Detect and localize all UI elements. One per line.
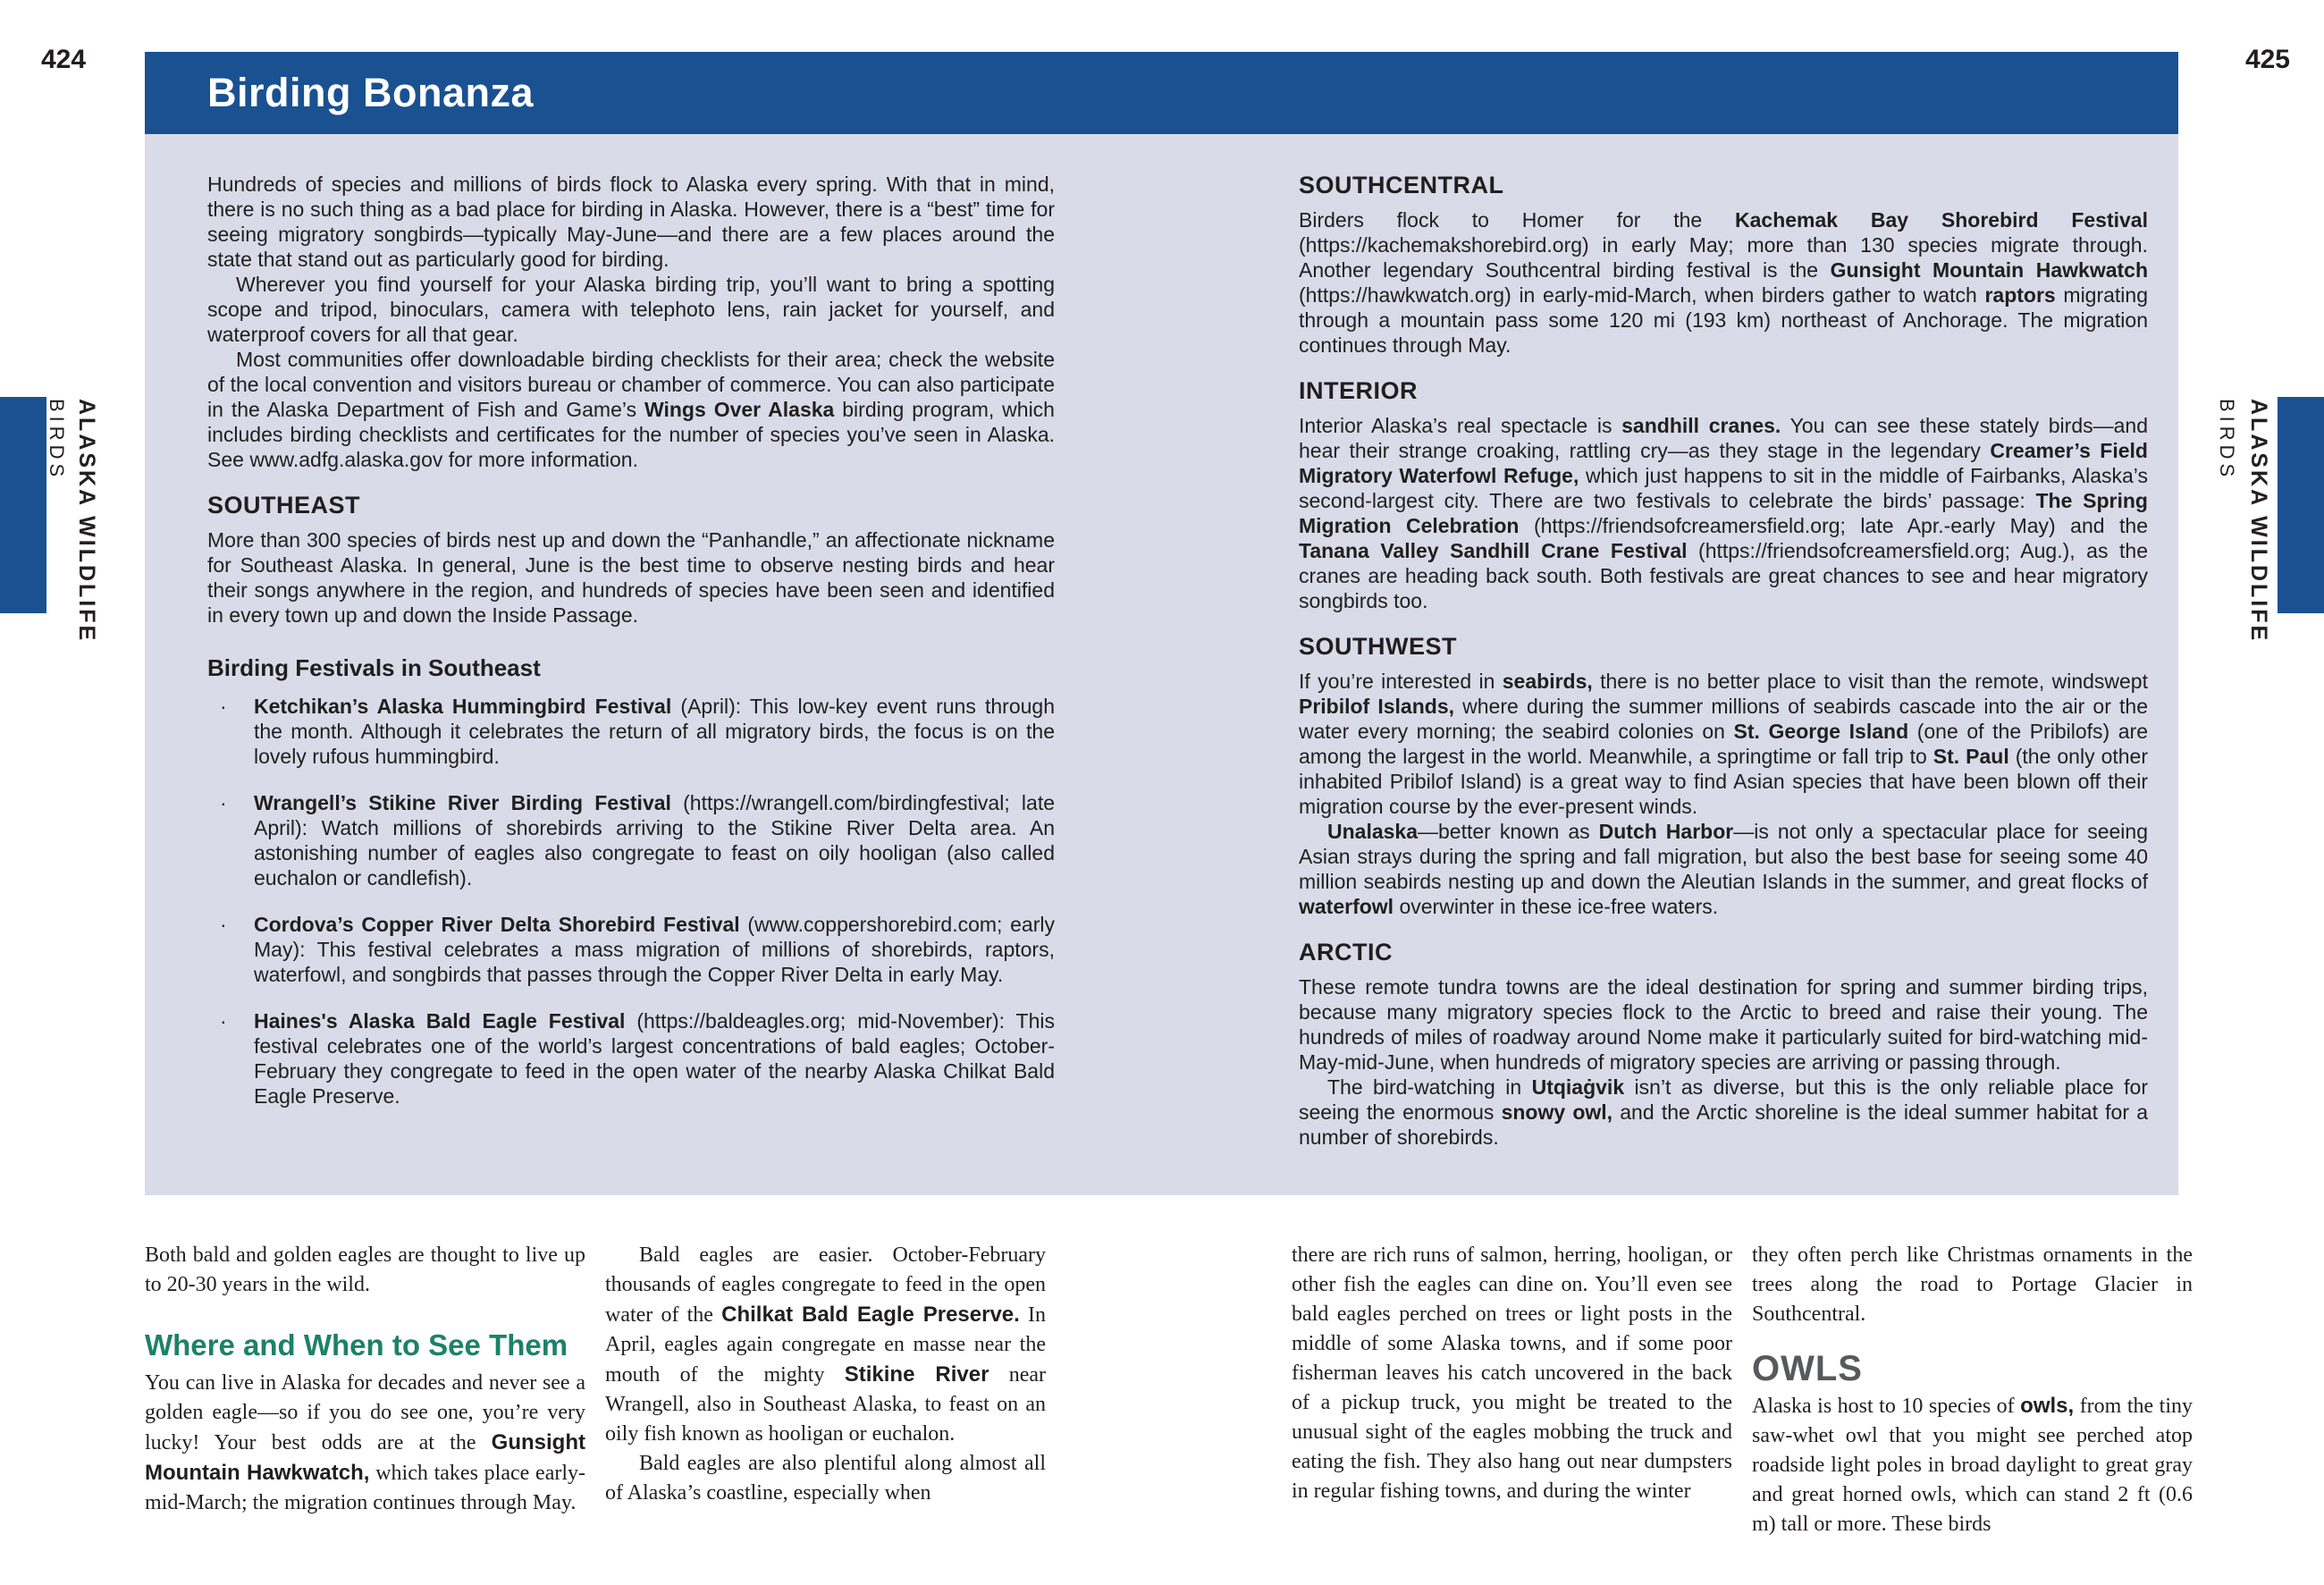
bullet-item [207, 1008, 1055, 1109]
bold-text: The Spring Migration Celebration [1299, 489, 2148, 537]
bullet-item [207, 790, 1055, 890]
bold-text: Kachemak Bay Shorebird Festival [1735, 208, 2148, 232]
text-run: In April, eagles again congregate en masse near the mouth of the mighty [605, 1303, 1046, 1387]
text-run: overwinter in these ice-free waters. [1394, 895, 1719, 918]
text-run: You can live in Alaska for decades and never see a golden eagle—so if you do see one, you’re very lucky! Your best odds are at the [145, 1371, 585, 1454]
bold-text: Ketchikan’s Alaska Hummingbird Festival [254, 695, 672, 718]
left-chapter-label: ALASKA WILDLIFE [74, 399, 99, 644]
text-run: migrating through a mountain pass some 120 mi (193 km) northeast of Anchorage. The migration continues through May. [1299, 283, 2149, 357]
paragraph [605, 1241, 1046, 1449]
page-number-left: 424 [41, 45, 87, 74]
feature-box [145, 134, 2178, 1195]
text-run: Wherever you find yourself for your Alaska birding trip, you’ll want to bring a spotting scope and tripod, binoculars, camera with telephoto lens, rain jacket for yourself, and waterproof covers for all that gear. [207, 273, 1055, 346]
bold-text: Wings Over Alaska [644, 398, 835, 421]
text-run: Both bald and golden eagles are thought to live up to 20-30 years in the wild. [145, 1244, 585, 1296]
bullet-text [254, 912, 1055, 987]
paragraph [1299, 1075, 2148, 1150]
green-heading: Where and When to See Them [145, 1328, 568, 1362]
text-run: birding program, which includes birding checklists and certificates for the number of species you’ve seen in Alaska. See www.adfg.alaska.gov for more information. [207, 398, 1055, 471]
bold-text: Pribilof Islands, [1299, 695, 1455, 718]
section-heading: SOUTHEAST [207, 492, 361, 518]
text-run: (www.coppershorebird.com; early May): This festival celebrates a mass migration of millions of shorebirds, raptors, waterfowl, and songbirds that passes through the Copper River Delta in early May. [254, 913, 1055, 986]
text-run: which just happens to sit in the middle of Fairbanks, Alaska’s second-largest city. There are two festivals to celebrate the birds’ passage: [1299, 464, 2149, 512]
page-number-right: 425 [2244, 45, 2290, 74]
bold-text: sandhill cranes. [1621, 414, 1781, 437]
text-run: (https://friendsofcreamersfield.org; late Apr.-early May) and the [1519, 514, 2148, 537]
paragraph [1752, 1391, 2193, 1539]
left-section-label: BIRDS [46, 399, 68, 482]
bold-text: snowy owl, [1501, 1100, 1613, 1124]
bullet-marker: · [220, 791, 227, 814]
text-run: from the tiny saw-whet owl that you might see perched atop roadside light poles in broad daylight to great gray and great horned owls, which can stand 2 ft (0.6 m) tall or more. These birds [1752, 1395, 2193, 1536]
body-text-column-4 [1752, 1241, 2193, 1539]
bold-text: St. George Island [1733, 720, 1909, 743]
feature-box-title: Birding Bonanza [207, 70, 534, 115]
text-run: Bald eagles are easier. October-February thousands of eagles congregate to feed in the open water of the [605, 1244, 1046, 1327]
body-text-section [145, 1241, 2193, 1539]
gray-heading: OWLS [1752, 1349, 1863, 1388]
bullet-text [254, 1008, 1055, 1109]
text-run: Hundreds of species and millions of birds flock to Alaska every spring. With that in mind, there is no such thing as a bad place for birding in Alaska. However, there is a “best” time for seeing migratory songbirds—typically May-June—and there are a few places around the state that stand out as particularly good for birding. [207, 173, 1055, 271]
bullet-marker: · [220, 695, 227, 718]
paragraph [1299, 207, 2148, 358]
paragraph [207, 272, 1055, 347]
text-run: there are rich runs of salmon, herring, hooligan, or other fish the eagles can dine on. You’ll even see bald eagles perched on trees or light posts in the middle of some Alaska towns, and if some poor fisherman leaves his catch uncovered in the back of a pickup truck, you might be treated to the unusual sight of the eagles mobbing the truck and eating the fish. They also hang out near dumpsters in regular fishing towns, and during the winter [1292, 1244, 1732, 1503]
bullet-marker: · [220, 1009, 227, 1033]
right-chapter-label: ALASKA WILDLIFE [2246, 399, 2271, 644]
text-run: (https://friendsofcreamersfield.org; Aug.), as the cranes are heading back south. Both festivals are great chances to see and hear migratory songbirds too. [1299, 539, 2148, 612]
text-run: Most communities offer downloadable birding checklists for their area; check the website of the local convention and visitors bureau or chamber of commerce. You can also participate in the Alaska Department of Fish and Game’s [207, 348, 1055, 421]
bullet-text [254, 790, 1055, 890]
paragraph [207, 347, 1055, 472]
text-run: near Wrangell, also in Southeast Alaska, to feast on an oily fish known as hooligan or euchalon. [605, 1363, 1046, 1446]
feature-box-column-left [207, 172, 1055, 1195]
text-run: which takes place early-mid-March; the migration continues through May. [145, 1462, 586, 1514]
text-run: (https://kachemakshorebird.org) in early May; more than 130 species migrate through. Another legendary Southcentral birding festival is the [1299, 233, 2148, 282]
text-run: isn’t as diverse, but this is the only reliable place for seeing the enormous [1299, 1075, 2148, 1124]
bold-text: raptors [1984, 283, 2056, 307]
bold-text: owls, [2020, 1394, 2075, 1418]
bold-text: Gunsight Mountain Hawkwatch [1830, 258, 2149, 282]
paragraph [605, 1449, 1046, 1508]
feature-box-header [145, 52, 2178, 134]
text-run: they often perch like Christmas ornaments in the trees along the road to Portage Glacier in Southcentral. [1752, 1244, 2193, 1326]
text-run: You can see these stately birds—and hear their strange croaking, rattling cry—as they stage in the legendary [1299, 414, 2148, 462]
text-run: there is no better place to visit than the remote, windswept [1592, 670, 2148, 693]
text-run: —better known as [1418, 820, 1599, 843]
text-run: (one of the Pribilofs) are among the largest in the world. Meanwhile, a springtime or fall trip to [1299, 720, 2149, 768]
left-edge-tab [0, 397, 46, 613]
bold-text: Gunsight Mountain Hawkwatch, [145, 1430, 585, 1485]
text-run: (April): This low-key event runs through the month. Although it celebrates the return of all migratory birds, the focus is on the lovely rufous hummingbird. [254, 695, 1055, 768]
bold-text: St. Paul [1932, 745, 2009, 768]
text-run: (https://hawkwatch.org) in early-mid-March, when birders gather to watch [1299, 283, 1985, 307]
subsection-heading: Birding Festivals in Southeast [207, 654, 541, 681]
text-run: where during the summer millions of seabirds cascade into the air or the water every morning; the seabird colonies on [1299, 695, 2148, 743]
section-heading: SOUTHCENTRAL [1299, 172, 1504, 198]
bold-text: Chilkat Bald Eagle Preserve. [721, 1303, 1020, 1327]
paragraph [207, 172, 1055, 272]
bullet-item [207, 694, 1055, 769]
bold-text: Dutch Harbor [1598, 820, 1734, 843]
text-run: Birders flock to Homer for the [1299, 208, 1736, 232]
bold-text: Stikine River [844, 1362, 989, 1387]
text-run: —is not only a spectacular place for seeing Asian strays during the spring and fall migration, but also the best base for seeing some 40 million seabirds nesting up and down the Aleutian Islands in the summer, and great flocks of [1299, 820, 2149, 893]
body-text-column-1 [145, 1241, 585, 1539]
paragraph [1292, 1241, 1732, 1506]
bold-text: Unalaska [1327, 820, 1419, 843]
text-run: (https://baldeagles.org; mid-November): This festival celebrates one of the world’s largest concentrations of bald eagles; October-February they congregate to feed in the open water of the nearby Alaska Chilkat Bald Eagle Preserve. [254, 1009, 1055, 1108]
text-run: More than 300 species of birds nest up and down the “Panhandle,” an affectionate nickname for Southeast Alaska. In general, June is the best time to observe nesting birds and hear their songs anywhere in the region, and hundreds of species have been seen and identified in every town up and down the Inside Passage. [207, 528, 1055, 627]
text-run: Alaska is host to 10 species of [1752, 1395, 2021, 1418]
text-run: The bird-watching in [1327, 1075, 1532, 1099]
bold-text: Haines's Alaska Bald Eagle Festival [254, 1009, 626, 1033]
section-heading: SOUTHWEST [1299, 633, 1457, 660]
right-section-label: BIRDS [2216, 399, 2238, 482]
bullet-text [254, 694, 1055, 769]
bold-text: seabirds, [1502, 670, 1593, 693]
section-heading: ARCTIC [1299, 939, 1393, 965]
paragraph [145, 1369, 585, 1518]
paragraph [1299, 669, 2148, 819]
bullet-marker: · [220, 913, 227, 936]
body-text-column-2 [605, 1241, 1046, 1539]
paragraph [1752, 1241, 2193, 1329]
section-heading: INTERIOR [1299, 377, 1419, 404]
text-run: These remote tundra towns are the ideal destination for spring and summer birding trips, because many migratory species flock to the Arctic to breed and raise their young. The hundreds of miles of roadway around Nome make it particularly suited for bird-watching mid-May-mid-June, when hundreds of migratory species are arriving or passing through. [1299, 975, 2148, 1074]
bold-text: Tanana Valley Sandhill Crane Festival [1299, 539, 1688, 562]
bullet-item [207, 912, 1055, 987]
right-edge-tab [2278, 397, 2324, 613]
paragraph [1299, 413, 2148, 613]
text-run: (the only other inhabited Pribilof Island) is a great way to find Asian species that have been blown off their migration course by the ever-present winds. [1299, 745, 2149, 818]
text-run: Bald eagles are also plentiful along almost all of Alaska’s coastline, especially when [605, 1452, 1046, 1505]
body-text-column-3 [1292, 1241, 1732, 1539]
bold-text: Cordova’s Copper River Delta Shorebird Festival [254, 913, 740, 936]
text-run: and the Arctic shoreline is the ideal summer habitat for a number of shorebirds. [1299, 1100, 2148, 1149]
text-run: Interior Alaska’s real spectacle is [1299, 414, 1622, 437]
paragraph [1299, 974, 2148, 1075]
paragraph [207, 527, 1055, 628]
paragraph [145, 1241, 585, 1300]
bold-text: Utqiaġvik [1531, 1075, 1625, 1099]
text-run: If you’re interested in [1299, 670, 1503, 693]
bold-text: waterfowl [1299, 895, 1394, 918]
text-run: (https://wrangell.com/birdingfestival; late April): Watch millions of shorebirds arriving to the Stikine River Delta area. An astonishing number of eagles also congregate to feast on oily hooligan (also called euchalon or candlefish). [254, 791, 1055, 889]
paragraph [1299, 819, 2148, 919]
feature-box-column-right [1299, 172, 2148, 1195]
bold-text: Creamer’s Field Migratory Waterfowl Refuge, [1299, 439, 2148, 487]
bold-text: Wrangell’s Stikine River Birding Festival [254, 791, 671, 814]
